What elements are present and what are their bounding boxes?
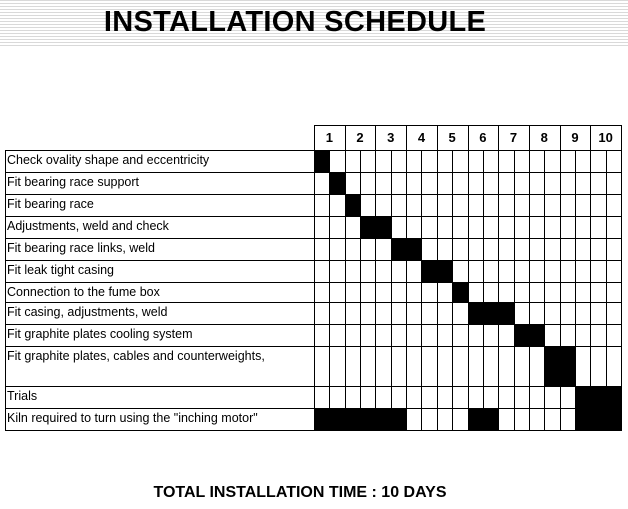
gantt-bar [361,217,392,238]
task-label: Fit bearing race support [7,175,140,189]
task-label: Trials [7,389,38,403]
day-header-label: 8 [540,130,548,145]
gantt-bar [330,173,346,194]
day-header-label: 10 [598,130,613,145]
task-label: Fit bearing race [7,197,94,211]
task-label: Fit graphite plates, cables and counterweights, [7,349,265,363]
gantt-bar [315,409,407,430]
day-header-label: 1 [325,130,333,145]
gantt-bar [315,151,330,172]
page-title: INSTALLATION SCHEDULE [103,6,487,38]
day-header-label: 3 [387,130,395,145]
gantt-bar [392,239,422,260]
task-label: Fit casing, adjustments, weld [7,305,168,319]
task-label: Connection to the fume box [7,285,160,299]
gantt-bar [576,409,622,430]
gantt-bar [576,387,622,408]
day-header-label: 4 [417,130,426,145]
total-time-note: TOTAL INSTALLATION TIME : 10 DAYS [153,484,447,501]
gantt-bar [515,325,545,346]
day-header-label: 6 [479,130,487,145]
task-label: Fit bearing race links, weld [7,241,155,255]
gantt-bar [422,261,453,282]
day-header-label: 2 [356,130,364,145]
gantt-bar [469,409,499,430]
day-header-label: 7 [509,130,518,145]
task-label: Check ovality shape and eccentricity [7,153,210,167]
task-label: Fit graphite plates cooling system [7,327,193,341]
day-header-label: 5 [448,130,456,145]
task-label: Fit leak tight casing [7,263,114,277]
gantt-bar [469,303,515,324]
gantt-bar [453,283,469,302]
task-label: Adjustments, weld and check [7,219,169,233]
task-label: Kiln required to turn using the "inching motor" [7,411,258,425]
gantt-bar [346,195,361,216]
gantt-bar [545,347,576,386]
day-header-label: 9 [571,130,579,145]
